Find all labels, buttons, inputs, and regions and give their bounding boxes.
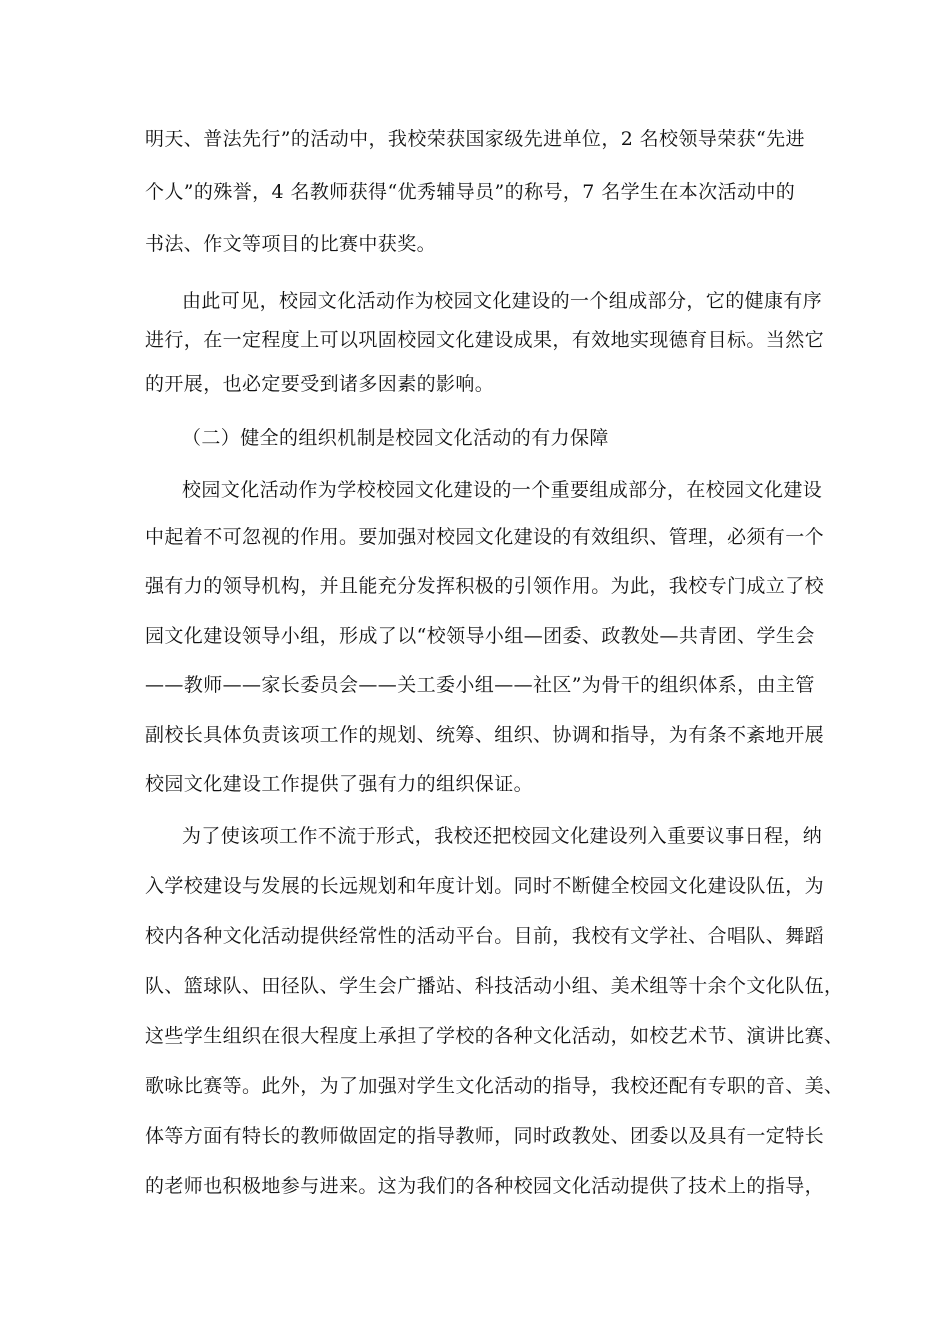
text-line: 园文化建设领导小组，形成了以“校领导小组—团委、政教处—共青团、学生会	[145, 625, 815, 647]
text-line: 的开展，也必定要受到诸多因素的影响。	[145, 373, 495, 395]
section-heading: （二）健全的组织机制是校园文化活动的有力保障	[182, 427, 609, 449]
paragraph-first-line: 由此可见，校园文化活动作为校园文化建设的一个组成部分，它的健康有序	[182, 290, 823, 312]
text-line: 校园文化建设工作提供了强有力的组织保证。	[145, 773, 534, 795]
text-line: 这些学生组织在很大程度上承担了学校的各种文化活动，如校艺术节、演讲比赛、	[145, 1025, 844, 1047]
text-line: 个人”的殊誉，4 名教师获得“优秀辅导员”的称号，7 名学生在本次活动中的	[145, 181, 796, 203]
text-line: 书法、作文等项目的比赛中获奖。	[145, 233, 437, 255]
text-line: 进行，在一定程度上可以巩固校园文化建设成果，有效地实现德育目标。当然它	[145, 329, 825, 351]
paragraph-first-line: 校园文化活动作为学校校园文化建设的一个重要组成部分，在校园文化建设	[182, 479, 823, 501]
text-line: 歌咏比赛等。此外，为了加强对学生文化活动的指导，我校还配有专职的音、美、	[145, 1075, 844, 1097]
text-line: 副校长具体负责该项工作的规划、统筹、组织、协调和指导，为有条不紊地开展	[145, 724, 825, 746]
text-line: 强有力的领导机构，并且能充分发挥积极的引领作用。为此，我校专门成立了校	[145, 575, 825, 597]
text-line: 中起着不可忽视的作用。要加强对校园文化建设的有效组织、管理，必须有一个	[145, 526, 825, 548]
text-line: ——教师——家长委员会——关工委小组——社区”为骨干的组织体系，由主管	[145, 674, 815, 696]
text-line: 体等方面有特长的教师做固定的指导教师，同时政教处、团委以及具有一定特长	[145, 1125, 825, 1147]
text-line: 队、篮球队、田径队、学生会广播站、科技活动小组、美术组等十余个文化队伍，	[145, 975, 844, 997]
paragraph-first-line: 为了使该项工作不流于形式，我校还把校园文化建设列入重要议事日程，纳	[182, 825, 823, 847]
text-line: 的老师也积极地参与进来。这为我们的各种校园文化活动提供了技术上的指导，	[145, 1175, 825, 1197]
text-line: 明天、普法先行”的活动中，我校荣获国家级先进单位，2 名校领导荣获“先进	[145, 128, 805, 150]
text-line: 入学校建设与发展的长远规划和年度计划。同时不断健全校园文化建设队伍，为	[145, 875, 825, 897]
text-line: 校内各种文化活动提供经常性的活动平台。目前，我校有文学社、合唱队、舞蹈	[145, 925, 825, 947]
